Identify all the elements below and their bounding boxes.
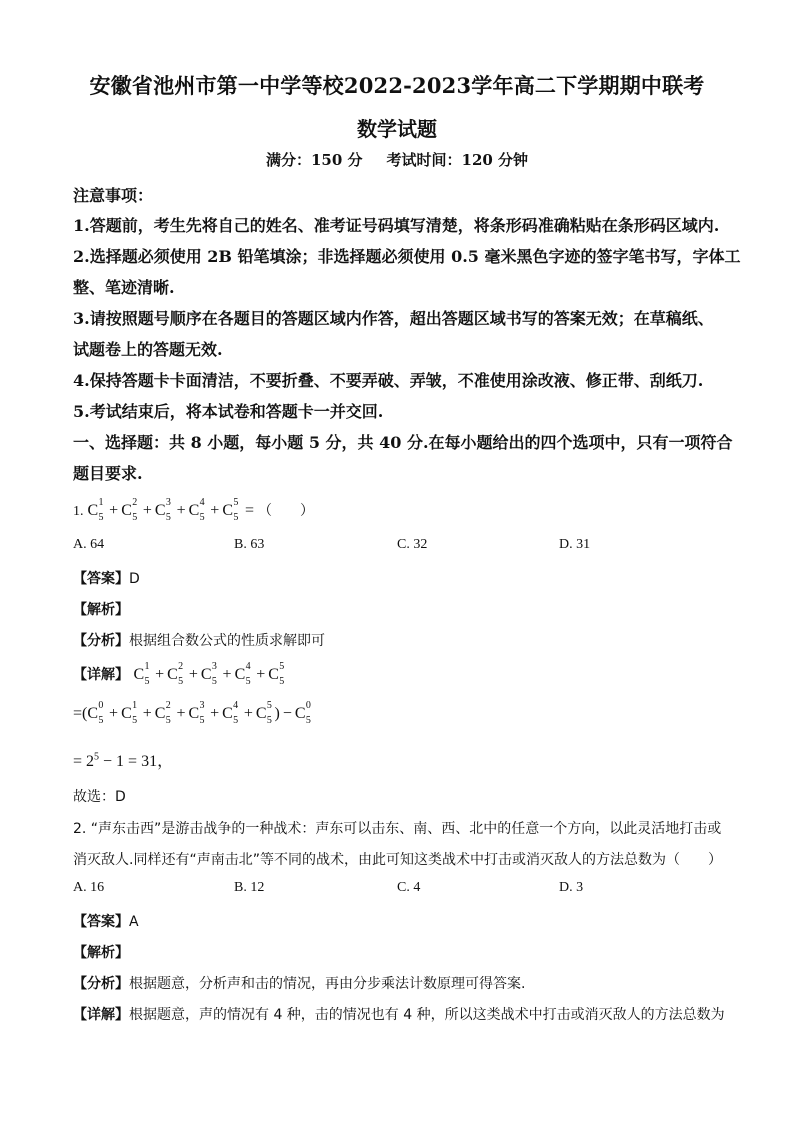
q2-option-c: C. 4 [397, 880, 421, 895]
q1-step2-prefix: = [73, 705, 83, 722]
exam-title: 安徽省池州市第一中学等校2022-2023学年高二下学期期中联考 [89, 73, 705, 98]
q2-fenxi-text: 根据题意，分析声和击的情况，再由分步乘法计数原理可得答案. [129, 976, 526, 992]
q1-option-c: C. 32 [397, 537, 428, 552]
q1-step1-term-c5-4: C 4 5 [234, 661, 251, 687]
q1-step2-c5-0: C 0 5 [294, 700, 311, 726]
q1-answer [73, 568, 733, 588]
exam-subtitle: 数学试题 [357, 117, 437, 141]
q1-term-c5-1: C 1 5 [87, 497, 104, 523]
note-item-2a: 2.选择题必须使用 2B 铅笔填涂；非选择题必须使用 0.5 毫米黑色字迹的签字笔书写，字体工 [73, 247, 741, 266]
plus-sign: + [176, 502, 186, 519]
note-item-5: 5.考试结束后，将本试卷和答题卡一并交回. [73, 402, 384, 421]
q1-step2-term-c5-4: C 4 5 [222, 700, 239, 726]
plus-sign: + [243, 705, 253, 722]
score-info: 满分：150 分 [265, 151, 363, 169]
q1-jiexi-tag: 【解析】 [73, 602, 129, 618]
note-item-3a: 3.请按照题号顺序在各题目的答题区域内作答，超出答题区域书写的答案无效；在草稿纸、 [73, 309, 714, 328]
note-item-1: 1.答题前，考生先将自己的姓名、准考证号码填写清楚，将条形码准确粘贴在条形码区域内. [73, 216, 720, 235]
q1-step3-exp: 5 [94, 751, 100, 763]
note-item-4: 4.保持答题卡卡面清洁，不要折叠、不要弄破、弄皱，不准使用涂改液、修正带、刮纸刀. [73, 371, 704, 390]
plus-sign: + [210, 502, 220, 519]
plus-sign: + [176, 705, 186, 722]
section-1-heading-cont: 题目要求. [73, 464, 143, 483]
section-1-heading: 一、选择题：共 8 小题，每小题 5 分，共 40 分.在每小题给出的四个选项中，只有一项符合 [73, 433, 733, 452]
plus-sign: + [210, 705, 220, 722]
q2-fenxi-tag: 【分析】 [73, 976, 129, 992]
q1-answer-tag: 【答案】 [73, 571, 129, 587]
plus-sign: + [256, 666, 266, 683]
q2-answer [73, 911, 733, 931]
exam-meta [0, 149, 794, 170]
q1-step1-term-c5-1: C 1 5 [133, 661, 150, 687]
q1-answer-value: D [129, 571, 140, 587]
q1-option-d: D. 31 [559, 537, 591, 552]
q1-fenxi [73, 630, 733, 650]
plus-sign: + [155, 666, 165, 683]
q1-step2-term-c5-0: C 0 5 [87, 700, 104, 726]
q1-term-c5-4: C 4 5 [188, 497, 205, 523]
q1-paren: （ ） [258, 503, 315, 519]
q1-step2-minus: − [282, 705, 292, 722]
notes-heading: 注意事项： [73, 186, 154, 205]
q1-number: 1. [73, 504, 84, 519]
q2-stem-line1: 2. “声东击西”是游击战争的一种战术：声东可以击东、南、西、北中的任意一个方向，以此灵活地打击或 [73, 821, 722, 837]
q1-option-b: B. 63 [234, 537, 265, 552]
note-item-2b: 整、笔迹清晰. [73, 278, 175, 297]
q1-step2-term-c5-2: C 2 5 [154, 700, 171, 726]
q2-answer-tag: 【答案】 [73, 914, 129, 930]
q1-xiangjie-tag: 【详解】 [73, 667, 129, 683]
q1-option-a: A. 64 [73, 537, 105, 552]
q1-stem [73, 497, 733, 523]
plus-sign: + [109, 705, 119, 722]
q1-fenxi-tag: 【分析】 [73, 633, 129, 649]
q1-step-3 [73, 748, 733, 771]
q2-option-b: B. 12 [234, 880, 265, 895]
q2-xiangjie [73, 1004, 733, 1024]
q1-step-1 [133, 661, 286, 687]
plus-sign: + [142, 705, 152, 722]
q1-step1-term-c5-2: C 2 5 [167, 661, 184, 687]
q2-option-d: D. 3 [559, 880, 584, 895]
q1-step2-term-c5-3: C 3 5 [188, 700, 205, 726]
q2-stem-line2: 消灭敌人.同样还有“声南击北”等不同的战术，由此可知这类战术中打击或消灭敌人的方法总数为（ ） [73, 852, 722, 868]
q1-xiangjie [73, 661, 733, 687]
note-item-3b: 试题卷上的答题无效. [73, 340, 223, 359]
q1-step3-base: = 2 [73, 753, 95, 770]
q1-conclusion: 故选：D [73, 789, 126, 805]
q1-step3-tail: − 1 = 31， [99, 753, 174, 770]
q1-expression [87, 497, 241, 523]
plus-sign: + [188, 666, 198, 683]
q2-jiexi-tag: 【解析】 [73, 945, 129, 961]
plus-sign: + [109, 502, 119, 519]
q1-step1-term-c5-5: C 5 5 [268, 661, 285, 687]
q1-fenxi-text: 根据组合数公式的性质求解即可 [129, 633, 325, 649]
q2-option-a: A. 16 [73, 880, 105, 895]
q1-step2-term-c5-1: C 1 5 [121, 700, 138, 726]
q1-term-c5-2: C 2 5 [121, 497, 138, 523]
q1-equals: = [244, 502, 255, 519]
q1-step2-tail [294, 700, 314, 726]
q2-answer-value: A [129, 914, 139, 930]
q2-xiangjie-tag: 【详解】 [73, 1007, 129, 1023]
plus-sign: + [222, 666, 232, 683]
q1-step1-term-c5-3: C 3 5 [200, 661, 217, 687]
q1-term-c5-3: C 3 5 [154, 497, 171, 523]
q1-step2-term-c5-5: C 5 5 [255, 700, 272, 726]
q1-term-c5-5: C 5 5 [222, 497, 239, 523]
plus-sign: + [142, 502, 152, 519]
q2-fenxi [73, 973, 733, 993]
q2-xiangjie-text: 根据题意，声的情况有 4 种，击的情况也有 4 种，所以这类战术中打击或消灭敌人的方法总数为 [129, 1007, 725, 1023]
q1-step2-sum [87, 700, 274, 726]
q1-step-2: =(C 0 5 + C 1 5 + C 2 5 + C 3 5 + C 4 5 + C 5 5 ) − C 0 5 [73, 705, 733, 723]
time-info: 考试时间：120 分钟 [386, 151, 529, 169]
